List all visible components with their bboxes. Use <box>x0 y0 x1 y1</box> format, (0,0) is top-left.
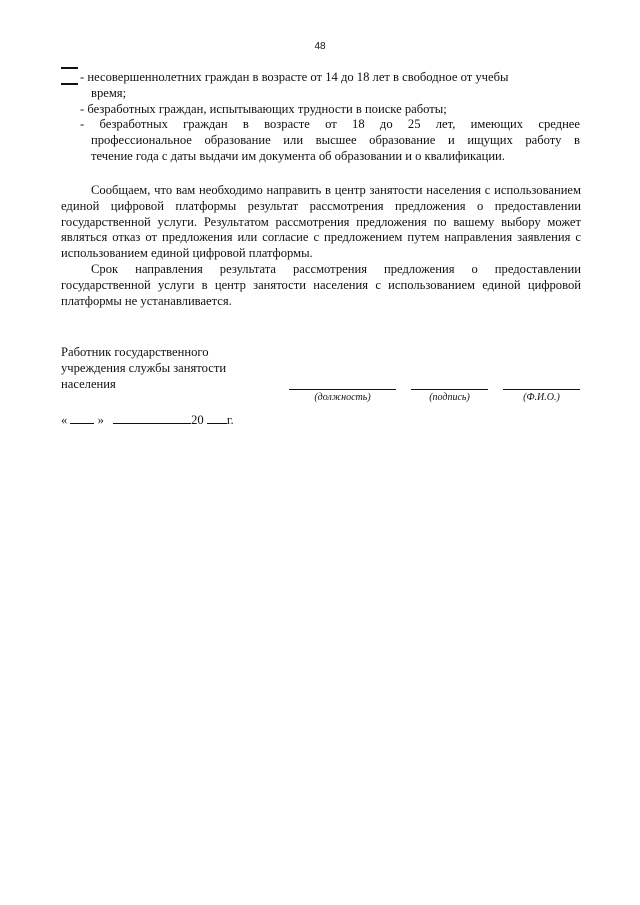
list-item-line: время; <box>91 85 127 100</box>
year-suffix: г. <box>226 413 234 427</box>
list-item-line: - несовершеннолетних граждан в возрасте от 14 до 18 лет в свободное от учебы <box>80 70 509 84</box>
eligible-groups-list <box>80 70 580 165</box>
date-field <box>61 413 234 428</box>
name-caption: (Ф.И.О.) <box>523 392 560 403</box>
list-item-line: - безработных граждан, испытывающих трудности в поиске работы; <box>80 101 447 116</box>
paragraph-notice: Сообщаем, что вам необходимо направить в центр занятости населения с использованием единой цифровой платформы результат рассмотрения предложения о предоставлении государственной услуги. Результатом рассмотрения предложения по вашему выбору может являться отказ от предложения или согласие с предложением путем направления заявления с использованием единой цифровой платформы. <box>61 183 581 261</box>
paragraph-deadline: Срок направления результата рассмотрения предложения о предоставлении государственной услуги в центр занятости населения с использованием единой цифровой платформы не устанавливается. <box>61 261 581 308</box>
date-close-quote: » <box>97 413 104 427</box>
list-item <box>80 70 580 102</box>
list-item <box>80 117 580 164</box>
position-signature-line <box>289 389 396 390</box>
signer-title-line: учреждения службы занятости <box>61 360 227 375</box>
year-blank <box>207 423 227 424</box>
position-caption: (должность) <box>314 392 371 403</box>
name-signature-line <box>503 389 580 390</box>
year-prefix: 20 <box>191 413 204 427</box>
signature-line <box>411 389 488 390</box>
signature-caption: (подпись) <box>429 392 470 403</box>
margin-mark <box>61 83 78 85</box>
list-item-line: профессиональное образование или высшее образование и ищущих работу в <box>91 133 580 148</box>
date-open-quote: « <box>61 413 68 427</box>
page-number: 48 <box>314 41 326 52</box>
body-text <box>61 183 581 309</box>
list-item-line: течение года с даты выдачи им документа об образовании и о квалификации. <box>91 148 505 163</box>
list-item-line: - безработных граждан в возрасте от 18 до 25 лет, имеющих среднее <box>80 117 580 132</box>
signer-title <box>61 345 226 392</box>
list-item <box>80 102 580 118</box>
margin-mark <box>61 67 78 69</box>
month-blank <box>113 423 191 424</box>
signer-title-line: населения <box>61 376 116 391</box>
day-blank <box>70 423 94 424</box>
signer-title-line: Работник государственного <box>61 345 209 359</box>
